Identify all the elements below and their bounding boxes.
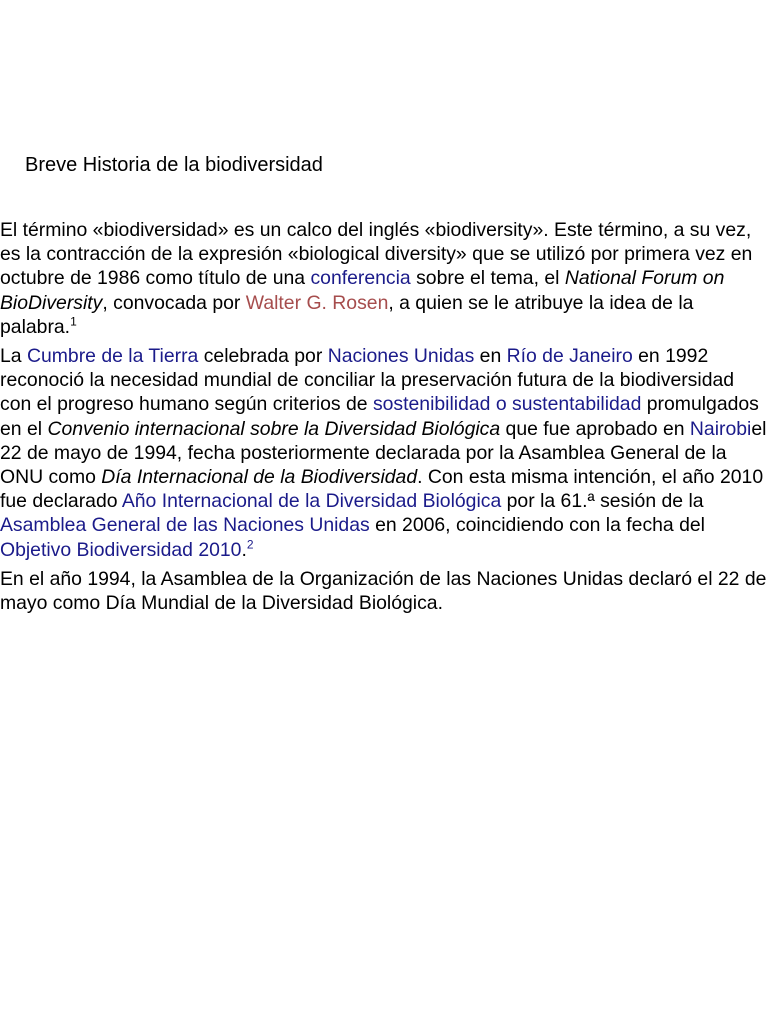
paragraph-3 xyxy=(0,567,768,615)
link-objetivo-biodiversidad[interactable]: Objetivo Biodiversidad 2010 xyxy=(0,538,242,561)
italic-national-forum: National Forum on BioDiversity xyxy=(0,267,725,314)
p2-text-5: promulgados en el xyxy=(0,393,759,440)
p1-text-3: , convocada por xyxy=(102,291,246,314)
link-asamblea-general[interactable]: Asamblea General de las Naciones Unidas xyxy=(0,514,370,537)
link-rio-de-janeiro[interactable]: Río de Janeiro xyxy=(506,345,633,368)
p1-text-2: sobre el tema, el xyxy=(410,267,565,290)
link-sostenibilidad[interactable]: sostenibilidad o sustentabilidad xyxy=(372,393,642,416)
p2-text-6: que fue aprobado en xyxy=(500,417,690,440)
p2-text-11: . xyxy=(241,538,247,561)
link-conferencia[interactable]: conferencia xyxy=(310,267,411,290)
p2-text-9: por la 61.ª sesión de la xyxy=(501,490,704,513)
link-ano-internacional[interactable]: Año Internacional de la Diversidad Biológica xyxy=(121,490,502,513)
reference-2[interactable]: 2 xyxy=(246,537,254,552)
italic-convenio: Convenio internacional sobre la Diversidad Biológica xyxy=(47,417,501,440)
link-cumbre-tierra[interactable]: Cumbre de la Tierra xyxy=(26,345,199,368)
p1-text-1: El término «biodiversidad» es un calco del inglés «biodiversity». Este término, a su vez, es la contracción de la expresión «biological diversity» que se utilizó por primera vez en octubre de 1986 como título de una xyxy=(0,219,753,290)
p2-text-2: celebrada por xyxy=(198,345,328,368)
link-naciones-unidas[interactable]: Naciones Unidas xyxy=(327,345,475,368)
paragraph-2 xyxy=(0,344,768,562)
p2-text-10: en 2006, coincidiendo con la fecha del xyxy=(369,514,705,537)
p2-text-1: La xyxy=(0,345,27,368)
p2-text-3: en xyxy=(474,345,507,368)
italic-dia-internacional: Día Internacional de la Biodiversidad xyxy=(101,466,418,489)
link-walter-rosen[interactable]: Walter G. Rosen xyxy=(245,291,389,314)
p2-text-4: en 1992 reconoció la necesidad mundial de conciliar la preservación futura de la biodiversidad con el progreso humano según criterios de xyxy=(0,345,735,416)
article-body xyxy=(0,218,768,620)
page-title: Breve Historia de la biodiversidad xyxy=(25,154,323,176)
paragraph-1 xyxy=(0,218,768,339)
p3-text-1: En el año 1994, la Asamblea de la Organización de las Naciones Unidas declaró el 22 de mayo como Día Mundial de la Diversidad Biológica. xyxy=(0,567,767,615)
p2-text-8: . Con esta misma intención, el año 2010 fue declarado xyxy=(0,466,764,513)
p1-text-4: , a quien se le atribuye la idea de la palabra. xyxy=(0,291,694,338)
reference-1[interactable]: 1 xyxy=(70,314,77,329)
p2-text-7: el 22 de mayo de 1994, fecha posteriormente declarada por la Asamblea General de la ONU como xyxy=(0,417,767,489)
link-nairobi[interactable]: Nairobi xyxy=(689,417,752,440)
